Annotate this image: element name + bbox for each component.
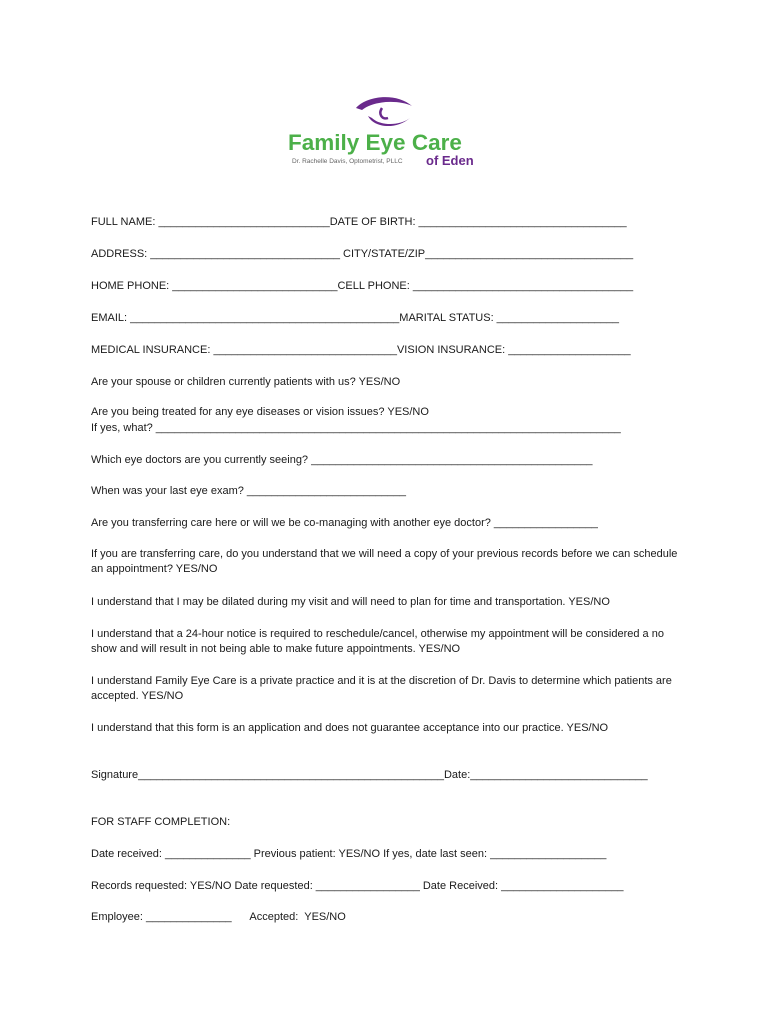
eye-disease-detail-line: If yes, what? ____________________________________________________________________________ [91,422,621,434]
staff-heading: FOR STAFF COMPLETION: [91,816,231,828]
name-dob-line: FULL NAME: ____________________________DATE OF BIRTH: __________________________________ [91,216,627,228]
transfer-care-question: Are you transferring care here or will we be co-managing with another eye doctor? _________________ [91,517,598,529]
private-practice-statement: I understand Family Eye Care is a private practice and it is at the discretion of Dr. Davis to determine which patients are accepted. YES/NO [91,675,672,702]
brand-name: Family Eye Care [288,130,462,155]
brand-location: of Eden [426,153,474,168]
application-statement: I understand that this form is an application and does not guarantee acceptance into our practice. YES/NO [91,722,609,734]
brand-subtitle: Dr. Rachelle Davis, Optometrist, PLLC [292,158,403,165]
eye-icon [352,94,416,132]
phone-line: HOME PHONE: ___________________________CELL PHONE: ____________________________________ [91,280,634,292]
staff-records-line: Records requested: YES/NO Date requested: _________________ Date Received: ____________________ [91,880,624,892]
insurance-line: MEDICAL INSURANCE: ______________________________VISION INSURANCE: ____________________ [91,344,631,356]
eye-disease-question: Are you being treated for any eye diseases or vision issues? YES/NO [91,406,429,418]
last-exam-question: When was your last eye exam? __________________________ [91,485,406,497]
logo [288,94,488,174]
staff-employee-line: Employee: ______________ Accepted: YES/NO [91,911,346,923]
signature-line: Signature__________________________________________________Date:_____________________________ [91,769,648,781]
current-doctors-question: Which eye doctors are you currently seeing? ______________________________________________ [91,454,593,466]
email-marital-line: EMAIL: ____________________________________________MARITAL STATUS: ____________________ [91,312,620,324]
staff-received-line: Date received: ______________ Previous patient: YES/NO If yes, date last seen: ___________________ [91,848,607,860]
dilation-statement: I understand that I may be dilated during my visit and will need to plan for time and transportation. YES/NO [91,596,610,608]
address-line: ADDRESS: _______________________________ CITY/STATE/ZIP__________________________________ [91,248,634,260]
cancellation-statement: I understand that a 24-hour notice is required to reschedule/cancel, otherwise my appointment will be considered a no show and will result in not being able to make future appointments. YES/NO [91,628,664,655]
family-patients-question: Are your spouse or children currently patients with us? YES/NO [91,376,401,388]
records-copy-statement: If you are transferring care, do you understand that we will need a copy of your previous records before we can schedule an appointment? YES/NO [91,548,678,575]
